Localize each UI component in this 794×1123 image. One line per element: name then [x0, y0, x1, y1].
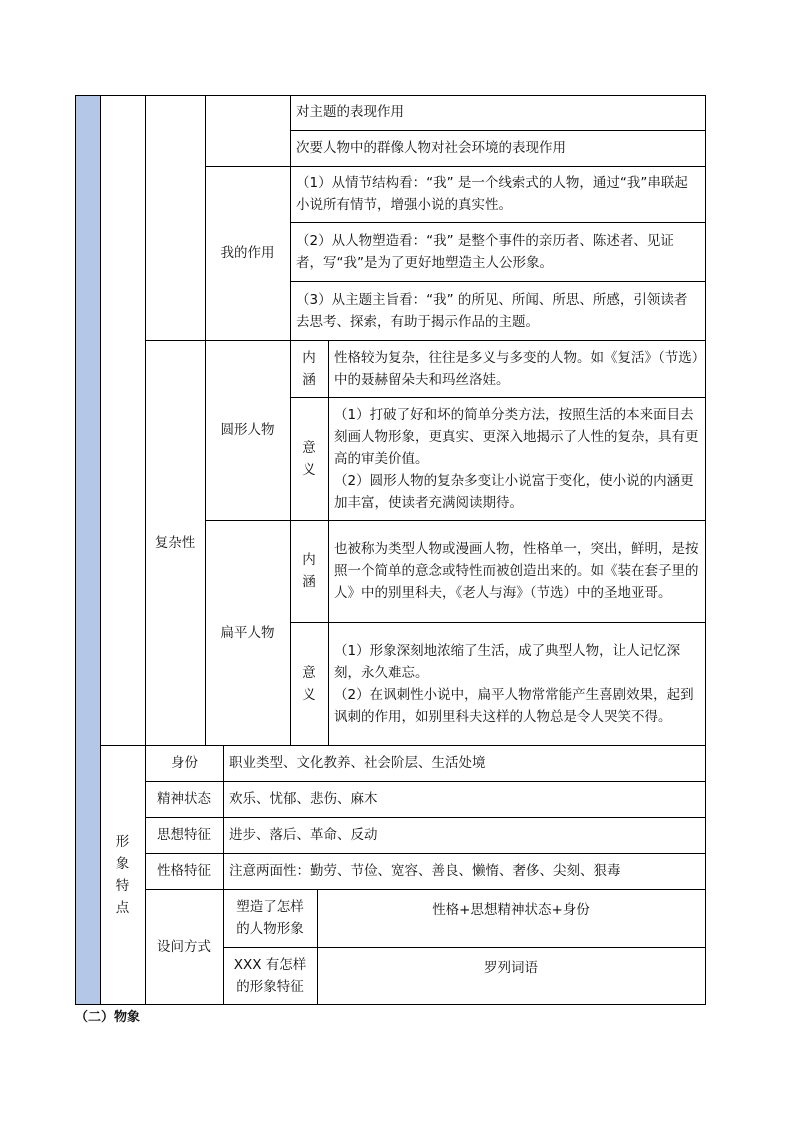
- theme-role-text: 对主题的表现作用: [296, 104, 404, 120]
- complexity-label: 复杂性: [154, 534, 196, 551]
- round-meaning-2: （2）圆形人物的复杂多变让小说富于变化，使小说的内涵更加丰富，使读者充满阅读期待。: [334, 472, 694, 511]
- flat-meaning-text: [328, 622, 705, 745]
- thought-label: 思想特征: [157, 827, 211, 843]
- grid-line: [223, 947, 706, 948]
- round-character-label: 圆形人物: [220, 422, 275, 438]
- grid-line: [205, 520, 706, 521]
- spirit-label: 精神状态: [157, 791, 211, 807]
- blue-side-band: [75, 95, 100, 1005]
- personality-label: 性格特征: [157, 863, 211, 879]
- ask-question-2: XXX 有怎样的形象特征: [233, 957, 307, 995]
- grid-line: [145, 340, 706, 341]
- grid-line: [328, 340, 329, 745]
- ask-answer-1: 性格+思想精神状态+身份: [432, 902, 590, 918]
- flat-meaning-2: （2）在讽刺性小说中，扁平人物常常能产生喜剧效果，起到讽刺的作用，如别里科夫这样的人物总是令人哭笑不得。: [334, 686, 694, 725]
- grid-line: [205, 166, 706, 167]
- traits-label: 形象特点: [115, 834, 130, 916]
- flat-connotation-label: 内涵: [302, 552, 316, 590]
- grid-line: [75, 95, 706, 96]
- flat-meaning-1: （1）形象深刻地浓缩了生活，成了典型人物，让人记忆深刻，永久难忘。: [334, 642, 681, 681]
- grid-line: [100, 95, 101, 1005]
- grid-line: [290, 130, 706, 131]
- spirit-value: 欢乐、忧郁、悲伤、麻木: [229, 791, 378, 807]
- round-meaning-1: （1）打破了好和坏的简单分类方法，按照生活的本来面目去刻画人物形象，更真实、更深入地揭示了人性的复杂，具有更高的审美价值。: [334, 406, 699, 467]
- grid-line: [145, 889, 706, 890]
- thought-value: 进步、落后、革命、反动: [229, 827, 378, 843]
- identity-label: 身份: [171, 755, 198, 771]
- ask-method-label: 设问方式: [157, 939, 211, 955]
- personality-value: 注意两面性：勤劳、节俭、宽容、善良、懒惰、奢侈、尖刻、狠毒: [229, 863, 621, 879]
- grid-line: [205, 95, 206, 745]
- identity-value: 职业类型、文化教养、社会阶层、生活处境: [229, 755, 486, 771]
- flat-connotation-text: 也被称为类型人物或漫画人物，性格单一，突出，鲜明，是按照一个简单的意念或特性而被创造出来的。如《装在套子里的人》中的别里科夫，《老人与海》（节选）中的圣地亚哥。: [334, 541, 699, 601]
- round-connotation-text: 性格较为复杂，往往是多义与多变的人物。如《复活》（节选）中的聂赫留朵夫和玛丝洛娃。: [334, 349, 699, 388]
- flat-meaning-label: 意义: [302, 664, 316, 703]
- grid-line: [145, 95, 146, 1005]
- section-heading-wuxiang: （二）物象: [75, 1010, 141, 1025]
- grid-line: [290, 222, 706, 223]
- grid-line: [145, 853, 706, 854]
- grid-line: [223, 745, 224, 1005]
- grid-line: [290, 281, 706, 282]
- grid-line: [75, 1004, 706, 1005]
- ask-answer-2: 罗列词语: [484, 960, 538, 976]
- wo-item-3: （3）从主题主旨看：“我” 的所见、所闻、所思、所感，引领读者去思考、探索，有助于揭示作品的主题。: [296, 291, 688, 330]
- grid-line: [705, 95, 706, 1005]
- grid-line: [290, 397, 706, 398]
- grid-line: [290, 622, 706, 623]
- round-meaning-text: [328, 397, 705, 520]
- wo-item-2: （2）从人物塑造看：“我” 是整个事件的亲历者、陈述者、见证者，写“我”是为了更好地塑造主人公形象。: [296, 232, 674, 271]
- group-role-text: 次要人物中的群像人物对社会环境的表现作用: [296, 140, 566, 156]
- grid-line: [290, 95, 291, 745]
- grid-line: [145, 817, 706, 818]
- ask-question-1: 塑造了怎样的人物形象: [236, 899, 304, 937]
- flat-character-label: 扁平人物: [220, 624, 275, 641]
- grid-line: [75, 95, 76, 1005]
- grid-line: [100, 745, 706, 746]
- wo-item-1: （1）从情节结构看：“我” 是一个线索式的人物，通过“我”串联起小说所有情节，增强小说的真实性。: [296, 175, 688, 213]
- round-meaning-label: 意义: [302, 439, 316, 478]
- wo-role-label: 我的作用: [220, 245, 275, 261]
- round-connotation-label: 内涵: [302, 349, 316, 388]
- grid-line: [145, 781, 706, 782]
